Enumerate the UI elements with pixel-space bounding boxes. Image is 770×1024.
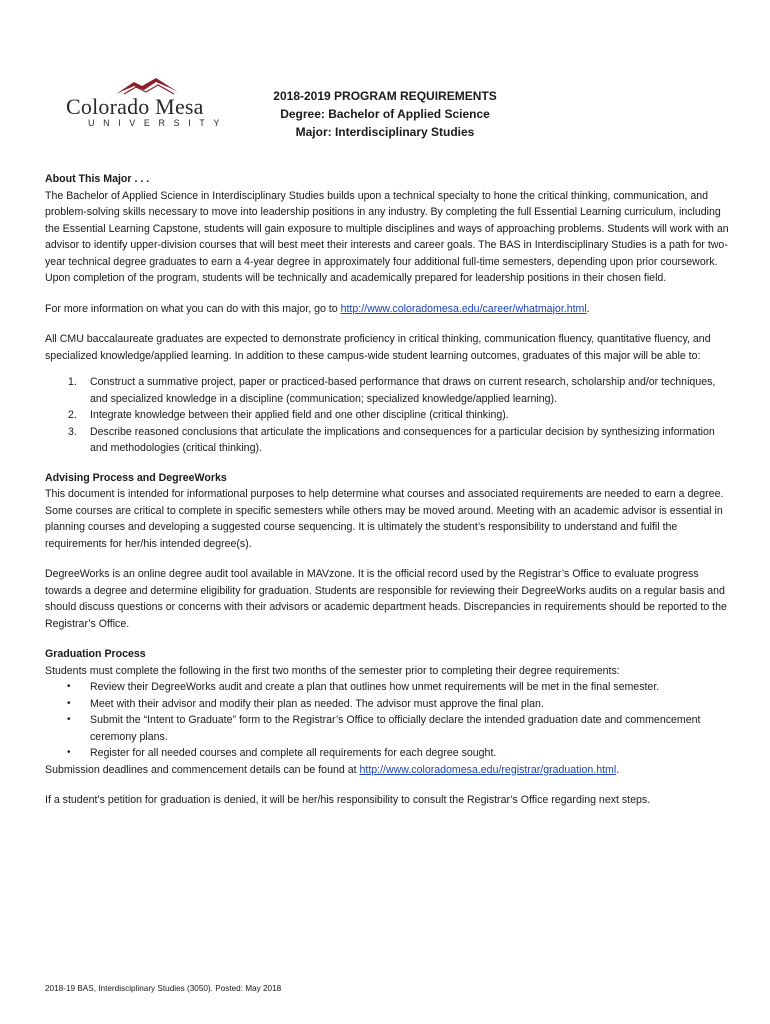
document-body [45, 171, 735, 809]
list-item-text: Describe reasoned conclusions that articulate the implications and consequences for a particular decision by synthesizing information and methodologies (critical thinking). [90, 425, 715, 454]
mountain-logo-icon [116, 76, 186, 96]
list-item-text: Register for all needed courses and complete all requirements for each degree sought. [90, 747, 497, 759]
deadlines-text: Submission deadlines and commencement details can be found at [45, 763, 360, 776]
bullet-icon: • [67, 747, 71, 758]
list-item-text: Meet with their advisor and modify their plan as needed. The advisor must approve the final plan. [90, 697, 544, 710]
header-major: Major: Interdisciplinary Studies [295, 125, 475, 139]
logo-wordmark: Colorado Mesa [66, 94, 204, 119]
graduation-intro: Students must complete the following in the first two months of the semester prior to completing their degree requirements: [45, 664, 620, 677]
list-item [45, 424, 735, 457]
more-info-paragraph [45, 301, 735, 318]
list-number: 2. [68, 409, 77, 421]
list-item [45, 407, 735, 424]
deadlines-paragraph [45, 762, 735, 779]
university-logo [66, 76, 236, 136]
learning-outcomes-list [45, 374, 735, 457]
list-item [45, 679, 735, 696]
list-item [45, 696, 735, 713]
document-header [240, 87, 530, 141]
list-item-text: Construct a summative project, paper or practiced-based performance that draws on current research, scholarship and/or techniques, and specialized knowledge in a discipline (communication; specialized knowledge/applied learning). [90, 376, 716, 405]
graduation-link[interactable]: http://www.coloradomesa.edu/registrar/graduation.html [359, 763, 617, 776]
about-heading: About This Major . . . [45, 173, 150, 185]
list-number: 1. [68, 376, 77, 388]
more-info-suffix: . [586, 302, 590, 315]
bullet-icon: • [67, 697, 71, 709]
header-title: 2018-2019 PROGRAM REQUIREMENTS [273, 89, 497, 103]
list-item-text: Submit the “Intent to Graduate” form to the Registrar’s Office to officially declare the intended graduation date and commencement ceremony plans. [90, 714, 701, 743]
list-number: 3. [68, 425, 77, 438]
page-footer: 2018-19 BAS, Interdisciplinary Studies (3050). Posted: May 2018 [45, 984, 282, 993]
career-link[interactable]: http://www.coloradomesa.edu/career/whatmajor.html [340, 302, 587, 315]
header-degree: Degree: Bachelor of Applied Science [280, 107, 490, 121]
advising-heading: Advising Process and DegreeWorks [45, 471, 227, 484]
degreeworks-paragraph: DegreeWorks is an online degree audit tool available in MAVzone. It is the official record used by the Registrar’s Office to evaluate progress towards a degree and determine eligibility for graduation. Students are responsible for reviewing their DegreeWorks audits on a regular basis and should discuss questions or concerns with their advisors or academic department heads. Discrepancies in requirements should be reported to the Registrar’s Office. [45, 568, 727, 630]
list-item-text: Integrate knowledge between their applied field and one other discipline (critical thinking). [90, 409, 509, 421]
outcomes-intro: All CMU baccalaureate graduates are expected to demonstrate proficiency in critical thinking, communication fluency, quantitative fluency, and specialized knowledge/applied learning. In addition to these campus-wide student learning outcomes, graduates of this major will be able to: [45, 333, 711, 362]
deadlines-suffix: . [616, 763, 620, 776]
graduation-heading: Graduation Process [45, 648, 146, 660]
advising-paragraph: This document is intended for informational purposes to help determine what courses and associated requirements are needed to earn a degree. Some courses are critical to complete in specific semesters while others may be moved around. Meeting with an academic advisor is essential in planning courses and developing a suggested course sequencing. It is ultimately the student’s responsibility to understand and fulfil the requirements for her/his intended degree(s). [45, 488, 724, 550]
list-item [45, 712, 735, 745]
bullet-icon: • [67, 681, 71, 692]
list-item [45, 745, 735, 762]
more-info-text: For more information on what you can do with this major, go to [45, 302, 341, 315]
graduation-steps-list [45, 679, 735, 762]
list-item-text: Review their DegreeWorks audit and create a plan that outlines how unmet requirements will be met in the final semester. [90, 681, 660, 693]
bullet-icon: • [67, 714, 71, 725]
denied-paragraph: If a student’s petition for graduation is denied, it will be her/his responsibility to consult the Registrar’s Office regarding next steps. [45, 794, 651, 806]
list-item [45, 374, 735, 407]
logo-subtitle: UNIVERSITY [88, 118, 229, 128]
about-paragraph: The Bachelor of Applied Science in Interdisciplinary Studies builds upon a technical specialty to hone the critical thinking, communication, and problem-solving skills necessary to move into leadership positions in any industry. By completing the full Essential Learning curriculum, including the Essential Learning Capstone, students will gain exposure to multiple disciplines and ways of approaching problems. Students will work with an advisor to identify upper-division courses that will best meet their interests and career goals. The BAS in Interdisciplinary Studies is a path for two-year technical degree graduates to earn a 4-year degree in approximately four additional full-time semesters, depending upon prior coursework. Upon completion of the program, students will be technically and academically prepared for leadership positions in their chosen field. [45, 189, 729, 284]
